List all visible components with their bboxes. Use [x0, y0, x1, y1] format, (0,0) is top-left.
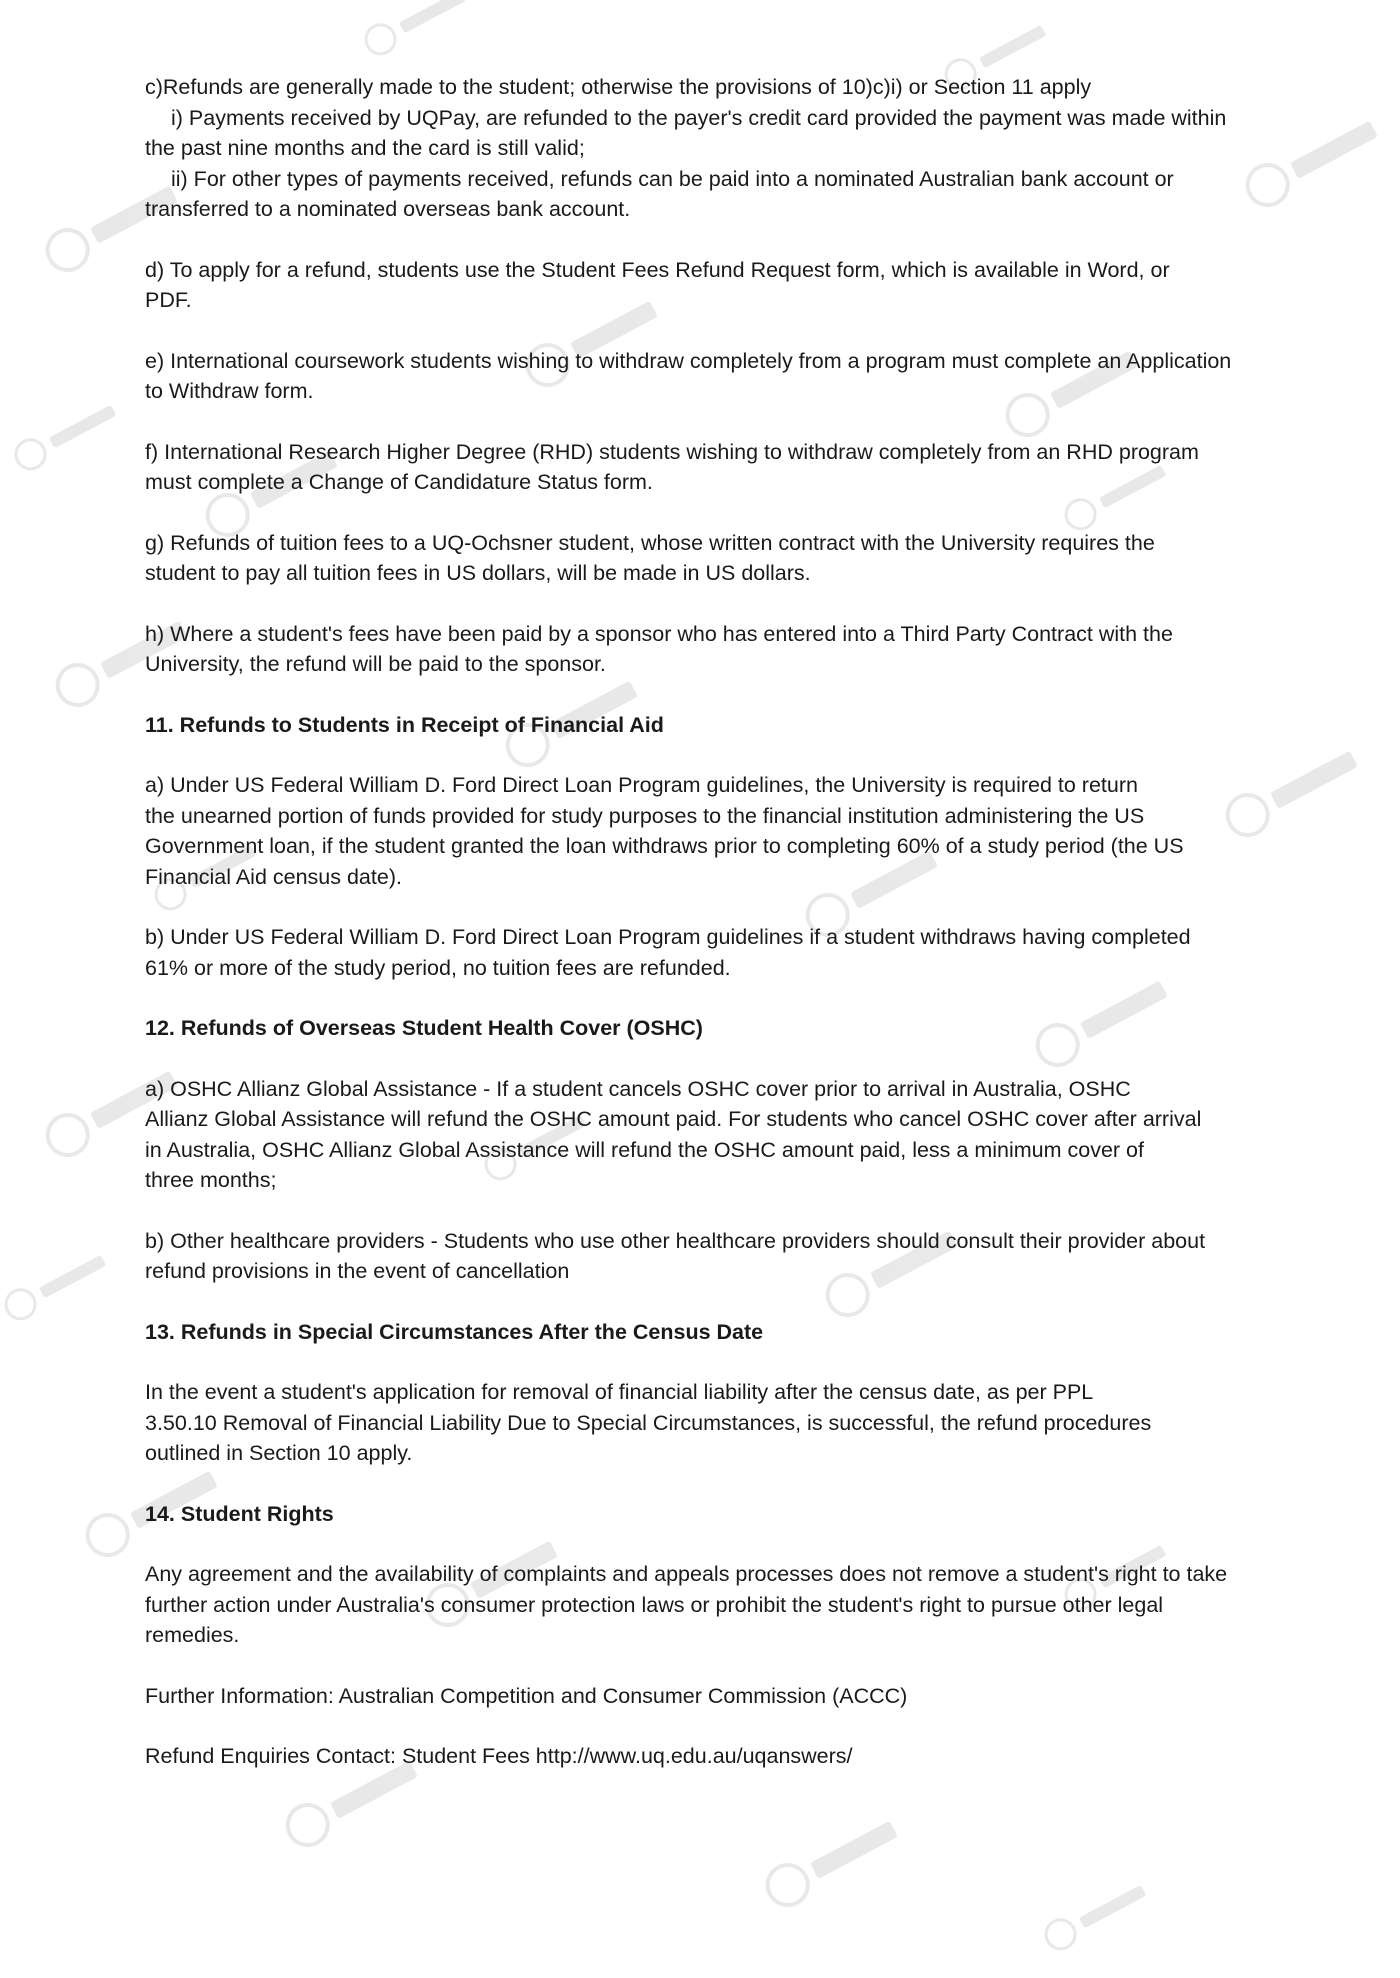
text-line: Government loan, if the student granted the loan withdraws prior to completing 60% of a study period (the US: [145, 834, 1184, 858]
text-line: must complete a Change of Candidature Status form.: [145, 470, 653, 494]
text-line: ii) For other types of payments received, refunds can be paid into a nominated Australian bank account or: [171, 166, 1174, 191]
text-line: d) To apply for a refund, students use the Student Fees Refund Request form, which is available in Word, or: [145, 257, 1170, 282]
text-line: c)Refunds are generally made to the student; otherwise the provisions of 10)c)i) or Section 11 apply: [145, 75, 1092, 99]
text-line: In the event a student's application for removal of financial liability after the census date, as per PPL: [145, 1380, 1094, 1404]
text-line: Allianz Global Assistance will refund the OSHC amount paid. For students who cancel OSHC cover after arrival: [145, 1107, 1202, 1131]
text-line: g) Refunds of tuition fees to a UQ-Ochsner student, whose written contract with the University requires the: [145, 530, 1155, 555]
text-line: transferred to a nominated overseas bank account.: [145, 197, 631, 221]
watermark-stamp: [9, 396, 121, 476]
text-line: Refund Enquiries Contact: Student Fees http://www.uq.edu.au/uqanswers/: [145, 1744, 853, 1768]
text-line: further action under Australia's consumer protection laws or prohibit the student's right to pursue other legal: [145, 1592, 1164, 1617]
section11-heading: 11. Refunds to Students in Receipt of Financial Aid: [145, 712, 664, 737]
text-line: remedies.: [145, 1623, 240, 1647]
text-line: b) Under US Federal William D. Ford Direct Loan Program guidelines if a student withdraws having completed: [145, 925, 1191, 949]
text-line: Financial Aid census date).: [145, 864, 402, 889]
section10-item-c: [145, 72, 1345, 103]
section13-heading: 13. Refunds in Special Circumstances After the Census Date: [145, 1319, 764, 1344]
section10-item-h: [145, 619, 1345, 680]
text-line: e) International coursework students wishing to withdraw completely from a program must complete an Application: [145, 348, 1232, 373]
text-line: Further Information: Australian Competition and Consumer Commission (ACCC): [145, 1683, 908, 1708]
text-line: a) Under US Federal William D. Ford Direct Loan Program guidelines, the University is required to return: [145, 773, 1138, 797]
section10-item-e: [145, 346, 1345, 407]
section13-body: [145, 1377, 1345, 1469]
text-line: refund provisions in the event of cancellation: [145, 1259, 570, 1283]
text-line: a) OSHC Allianz Global Assistance - If a student cancels OSHC cover prior to arrival in Australia, OSHC: [145, 1076, 1131, 1101]
text-line: the past nine months and the card is still valid;: [145, 136, 585, 160]
watermark-stamp: [758, 1809, 904, 1915]
refund-enquiries-contact: [145, 1741, 1345, 1772]
watermark-stamp: [1039, 1876, 1151, 1956]
section12-item-a: [145, 1074, 1345, 1196]
further-information: [145, 1681, 1345, 1712]
section10-item-d: [145, 255, 1345, 316]
watermark-stamp: [0, 1246, 111, 1326]
section10-item-c-ii: [145, 164, 1345, 225]
text-line: Any agreement and the availability of complaints and appeals processes does not remove a student's right to take: [145, 1562, 1228, 1586]
text-line: outlined in Section 10 apply.: [145, 1441, 413, 1465]
section11-item-a: [145, 770, 1345, 892]
section12-item-b: [145, 1226, 1345, 1287]
text-line: to Withdraw form.: [145, 379, 314, 403]
text-line: PDF.: [145, 288, 192, 312]
section14-body: [145, 1559, 1345, 1651]
section10-item-c-i: [145, 103, 1345, 164]
watermark-stamp: [359, 0, 471, 61]
text-line: 3.50.10 Removal of Financial Liability Due to Special Circumstances, is successful, the refund procedures: [145, 1410, 1152, 1435]
section12-heading: 12. Refunds of Overseas Student Health Cover (OSHC): [145, 1016, 703, 1040]
text-line: i) Payments received by UQPay, are refunded to the payer's credit card provided the payment was made within: [171, 105, 1227, 130]
text-line: University, the refund will be paid to the sponsor.: [145, 652, 606, 676]
text-line: in Australia, OSHC Allianz Global Assistance will refund the OSHC amount paid, less a minimum cover of: [145, 1137, 1144, 1162]
text-line: h) Where a student's fees have been paid by a sponsor who has entered into a Third Party Contract with the: [145, 621, 1173, 646]
text-line: the unearned portion of funds provided for study purposes to the financial institution administering the US: [145, 803, 1145, 828]
text-line: 61% or more of the study period, no tuition fees are refunded.: [145, 955, 731, 980]
section10-item-g: [145, 528, 1345, 589]
text-line: three months;: [145, 1168, 277, 1192]
section10-item-f: [145, 437, 1345, 498]
text-line: f) International Research Higher Degree (RHD) students wishing to withdraw completely from an RHD program: [145, 439, 1199, 464]
text-line: b) Other healthcare providers - Students who use other healthcare providers should consult their provider about: [145, 1228, 1206, 1253]
section11-item-b: [145, 922, 1345, 983]
document-body: [145, 72, 1345, 1802]
text-line: student to pay all tuition fees in US dollars, will be made in US dollars.: [145, 561, 811, 585]
section14-heading: 14. Student Rights: [145, 1501, 334, 1526]
